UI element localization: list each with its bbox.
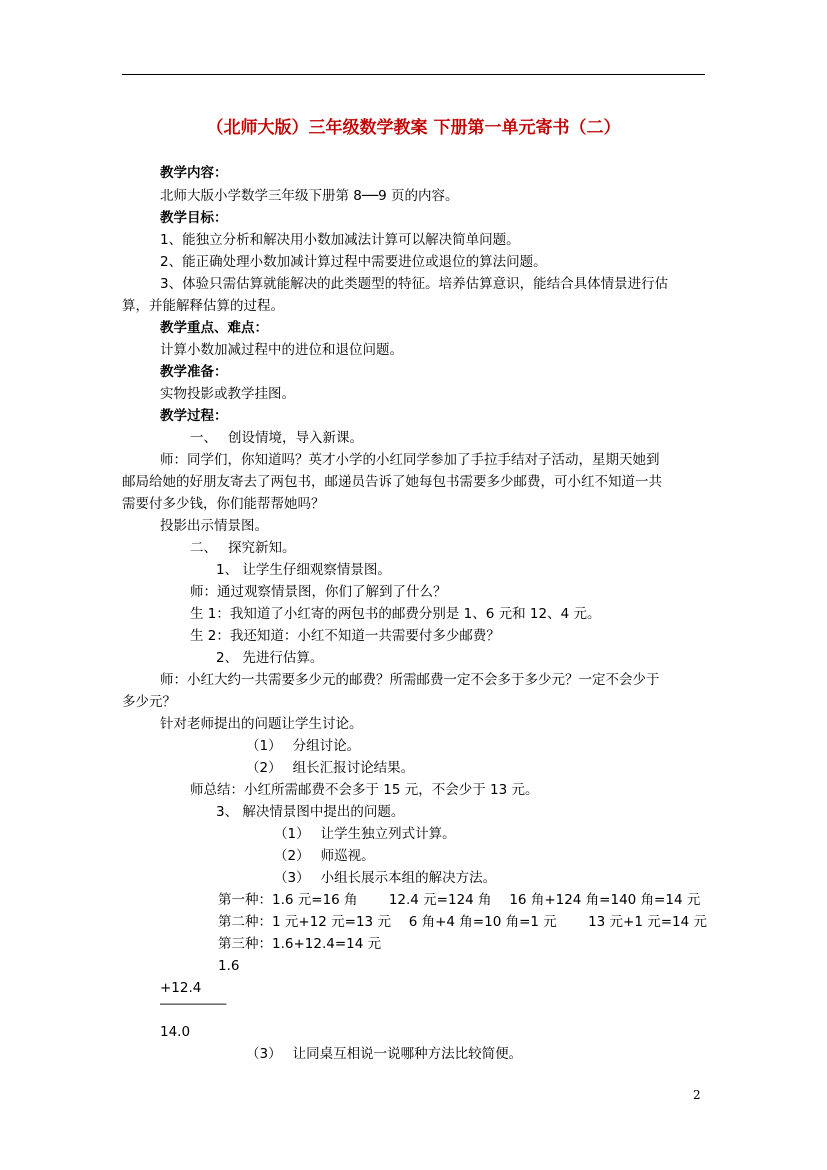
text-line: 教学过程： — [160, 408, 228, 424]
text-line: 1、能独立分析和解决用小数加减法计算可以解决简单问题。 — [160, 232, 520, 248]
text-line: （3） 小组长展示本组的解决方法。 — [274, 870, 497, 886]
text-line: 教学目标： — [160, 210, 228, 226]
text-line: +12.4 — [160, 980, 202, 996]
text-line: 北师大版小学数学三年级下册第 8──9 页的内容。 — [160, 188, 459, 204]
text-line: 1.6 — [218, 958, 240, 974]
text-line: 第三种：1.6+12.4=14 元 — [218, 936, 382, 952]
text-line: 教学内容： — [160, 165, 228, 181]
text-line: 师：通过观察情景图，你们了解到了什么？ — [190, 584, 447, 600]
text-line: 投影出示情景图。 — [160, 518, 268, 534]
text-line: 教学重点、难点： — [160, 320, 268, 336]
text-line: 一、 创设情境，导入新课。 — [190, 430, 364, 446]
text-line: 第二种：1 元+12 元=13 元 6 角+4 角=10 角=1 元 13 元+1 元=14 元 — [218, 914, 708, 930]
text-line: （1） 分组讨论。 — [246, 738, 361, 754]
text-line: 需要付多少钱，你们能帮帮她吗？ — [122, 496, 325, 512]
text-line: （3） 让同桌互相说一说哪种方法比较简便。 — [246, 1046, 523, 1062]
text-line: 邮局给她的好朋友寄去了两包书，邮递员告诉了她每包书需要多少邮费，可小红不知道一共 — [122, 474, 662, 490]
text-line: 生 2：我还知道：小红不知道一共需要付多少邮费？ — [190, 628, 500, 644]
text-line: 14.0 — [160, 1024, 191, 1040]
text-line: 二、 探究新知。 — [190, 540, 296, 556]
text-line: 计算小数加减过程中的进位和退位问题。 — [160, 342, 403, 358]
header-rule — [122, 74, 705, 75]
text-line: 教学准备： — [160, 364, 228, 380]
text-line: 算，并能解释估算的过程。 — [122, 298, 284, 314]
text-line: 针对老师提出的问题让学生讨论。 — [160, 716, 363, 732]
text-line: 师总结：小红所需邮费不会多于 15 元，不会少于 13 元。 — [190, 782, 539, 798]
text-line: 1、 让学生仔细观察情景图。 — [216, 562, 391, 578]
page-title: （北师大版）三年级数学教案 下册第一单元寄书（二） — [206, 118, 621, 138]
text-line: （2） 组长汇报讨论结果。 — [246, 760, 415, 776]
text-line: 多少元？ — [122, 694, 176, 710]
page-number: 2 — [693, 1088, 701, 1102]
text-line: 3、体验只需估算就能解决的此类题型的特征。培养估算意识，能结合具体情景进行估 — [160, 276, 669, 292]
text-line: 3、 解决情景图中提出的问题。 — [216, 804, 405, 820]
text-line: 师：小红大约一共需要多少元的邮费？所需邮费一定不会多于多少元？一定不会少于 — [160, 672, 660, 688]
text-line: 2、能正确处理小数加减计算过程中需要进位或退位的算法问题。 — [160, 254, 547, 270]
text-line: 师：同学们，你知道吗？英才小学的小红同学参加了手拉手结对子活动，星期天她到 — [160, 452, 660, 468]
text-line: 第一种：1.6 元=16 角 12.4 元=124 角 16 角+124 角=140 角=14 元 — [218, 892, 701, 908]
text-line: （2） 师巡视。 — [274, 848, 375, 864]
text-line: 2、 先进行估算。 — [216, 650, 324, 666]
text-line: ────────── — [160, 998, 227, 1011]
text-line: 生 1：我知道了小红寄的两包书的邮费分别是 1、6 元和 12、4 元。 — [190, 606, 601, 622]
text-line: （1） 让学生独立列式计算。 — [274, 826, 456, 842]
text-line: 实物投影或教学挂图。 — [160, 386, 295, 402]
